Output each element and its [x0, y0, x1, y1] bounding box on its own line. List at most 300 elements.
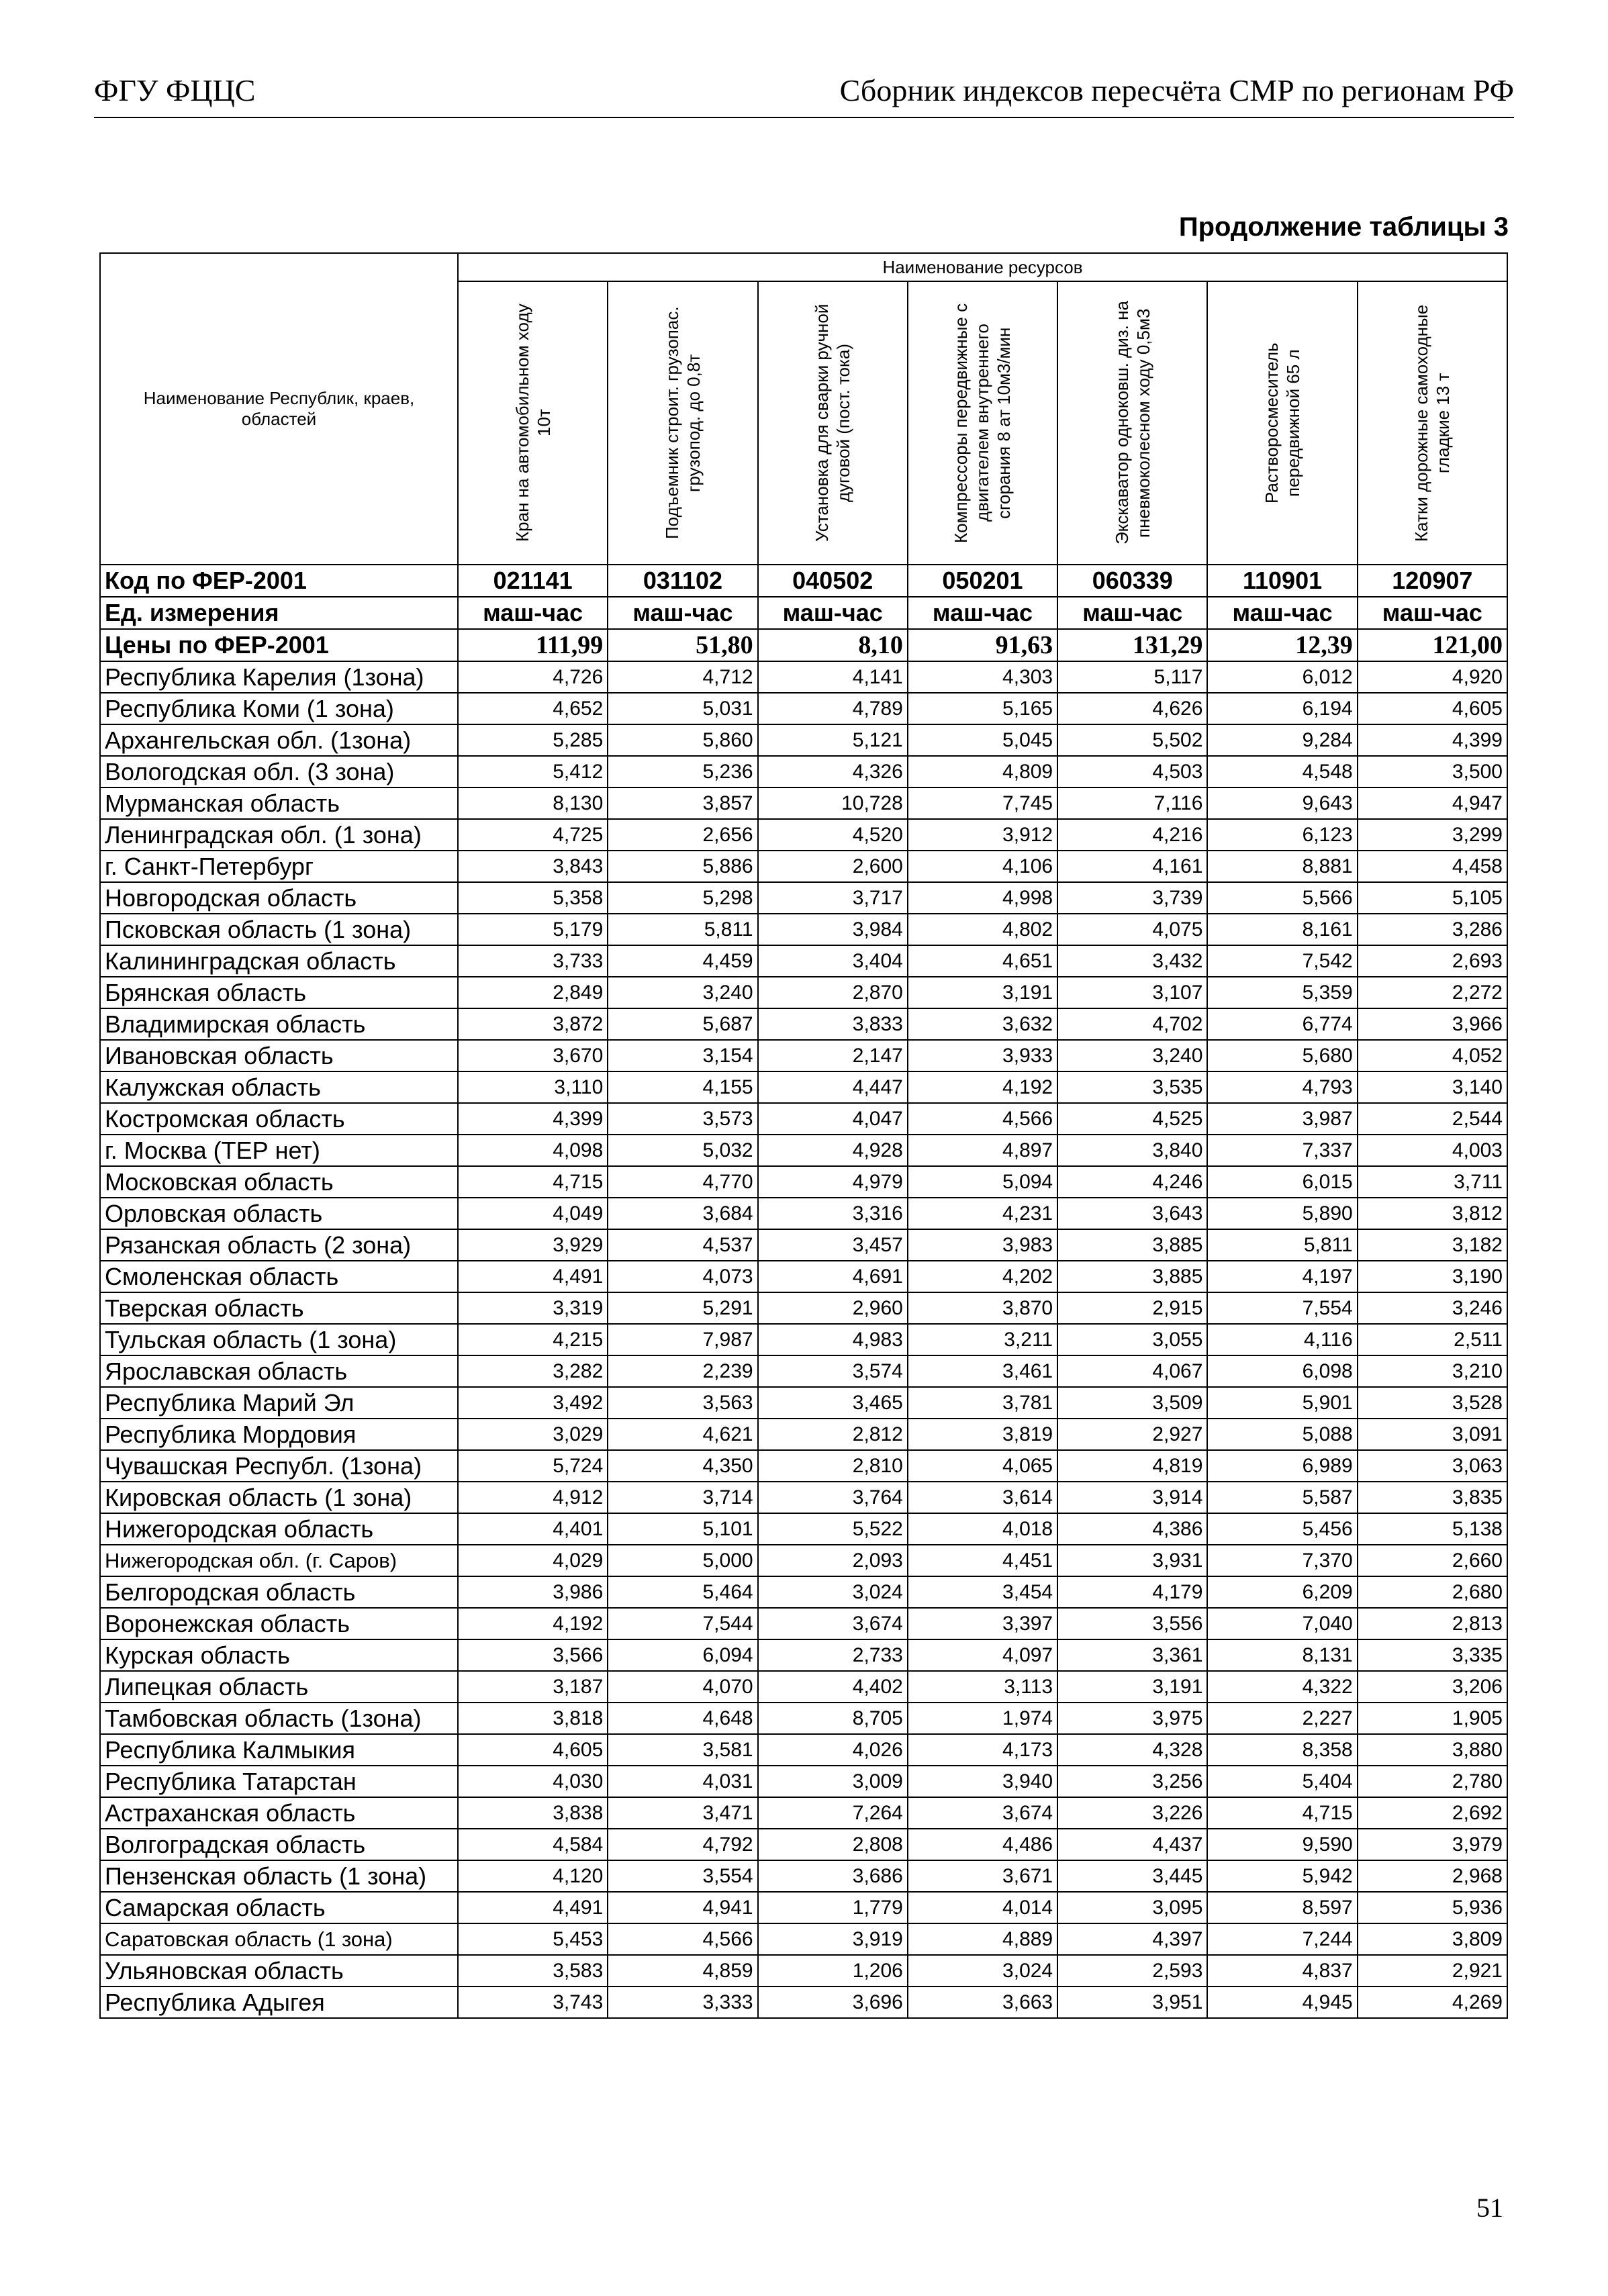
index-value: 3,983	[908, 1229, 1057, 1261]
index-value: 4,793	[1207, 1071, 1357, 1103]
index-value: 4,537	[608, 1229, 757, 1261]
unit-row	[100, 597, 1507, 629]
table-row	[100, 914, 1507, 945]
index-value: 4,566	[608, 1923, 757, 1955]
price-row-cell: 51,80	[608, 629, 757, 661]
index-value: 3,872	[458, 1008, 608, 1040]
region-name: Республика Адыгея	[100, 1987, 458, 2018]
index-value: 4,014	[908, 1892, 1057, 1923]
index-value: 4,458	[1358, 851, 1507, 882]
index-value: 3,445	[1057, 1860, 1207, 1892]
region-name: Тамбовская область (1зона)	[100, 1703, 458, 1734]
index-value: 4,075	[1057, 914, 1207, 945]
index-value: 2,927	[1057, 1419, 1207, 1450]
index-value: 3,319	[458, 1292, 608, 1324]
code-row-label: Код по ФЕР-2001	[100, 565, 458, 597]
index-value: 3,566	[458, 1639, 608, 1671]
index-value: 2,960	[758, 1292, 908, 1324]
index-value: 4,192	[908, 1071, 1057, 1103]
index-value: 5,464	[608, 1576, 757, 1608]
index-value: 2,808	[758, 1829, 908, 1860]
region-name: Мурманская область	[100, 787, 458, 819]
index-value: 3,095	[1057, 1892, 1207, 1923]
unit-row-label: Ед. измерения	[100, 597, 458, 629]
table-continuation-title: Продолжение таблицы 3	[1178, 212, 1509, 242]
index-value: 9,643	[1207, 787, 1357, 819]
index-value: 9,284	[1207, 724, 1357, 756]
table-row	[100, 724, 1507, 756]
page-number: 51	[1476, 2193, 1503, 2223]
index-value: 4,322	[1207, 1671, 1357, 1703]
index-value: 2,147	[758, 1040, 908, 1071]
index-value: 5,587	[1207, 1482, 1357, 1513]
unit-row-cell: маш-час	[1057, 597, 1207, 629]
index-value: 3,670	[458, 1040, 608, 1071]
index-value: 7,987	[608, 1324, 757, 1355]
region-name: Республика Марий Эл	[100, 1387, 458, 1419]
table-row	[100, 1103, 1507, 1135]
table-row	[100, 756, 1507, 787]
index-value: 2,272	[1358, 977, 1507, 1008]
index-value: 4,712	[608, 661, 757, 693]
index-value: 3,885	[1057, 1261, 1207, 1292]
index-value: 3,984	[758, 914, 908, 945]
table-row	[100, 1703, 1507, 1734]
index-value: 3,191	[908, 977, 1057, 1008]
index-value: 4,651	[908, 945, 1057, 977]
index-value: 4,402	[758, 1671, 908, 1703]
table-row	[100, 1450, 1507, 1482]
index-value: 6,012	[1207, 661, 1357, 693]
index-value: 2,656	[608, 819, 757, 851]
index-value: 4,809	[908, 756, 1057, 787]
index-value: 3,573	[608, 1103, 757, 1135]
index-value: 4,097	[908, 1639, 1057, 1671]
index-value: 3,554	[608, 1860, 757, 1892]
price-row-cell: 12,39	[1207, 629, 1357, 661]
index-value: 4,566	[908, 1103, 1057, 1135]
table-row	[100, 882, 1507, 914]
index-value: 4,197	[1207, 1261, 1357, 1292]
index-value: 7,544	[608, 1608, 757, 1639]
index-value: 4,715	[1207, 1797, 1357, 1829]
index-value: 4,789	[758, 693, 908, 724]
index-value: 3,919	[758, 1923, 908, 1955]
index-value: 6,989	[1207, 1450, 1357, 1482]
index-value: 1,905	[1358, 1703, 1507, 1734]
index-value: 3,743	[458, 1987, 608, 2018]
index-value: 1,974	[908, 1703, 1057, 1734]
code-row-cell: 060339	[1057, 565, 1207, 597]
index-value: 4,605	[1358, 693, 1507, 724]
index-value: 2,849	[458, 977, 608, 1008]
index-value: 5,121	[758, 724, 908, 756]
index-value: 3,316	[758, 1198, 908, 1229]
region-name: Ярославская область	[100, 1355, 458, 1387]
resource-column-label: Катки дорожные самоходные гладкие 13 т	[1411, 304, 1454, 542]
region-name: Саратовская область (1 зона)	[100, 1923, 458, 1955]
index-value: 3,929	[458, 1229, 608, 1261]
index-value: 7,116	[1057, 787, 1207, 819]
resource-group-header: Наименование ресурсов	[458, 253, 1507, 281]
index-value: 4,837	[1207, 1955, 1357, 1987]
index-value: 3,632	[908, 1008, 1057, 1040]
index-value: 2,660	[1358, 1545, 1507, 1576]
index-value: 3,951	[1057, 1987, 1207, 2018]
index-value: 2,813	[1358, 1608, 1507, 1639]
resource-column-label: Подъемник строит. грузопас. грузопод. до 0,8т	[661, 306, 704, 540]
table-row	[100, 1324, 1507, 1355]
index-value: 4,520	[758, 819, 908, 851]
index-value: 3,674	[908, 1797, 1057, 1829]
index-table	[99, 252, 1508, 2019]
index-value: 4,702	[1057, 1008, 1207, 1040]
region-name: Ульяновская область	[100, 1955, 458, 1987]
index-value: 4,386	[1057, 1513, 1207, 1545]
table-row	[100, 1229, 1507, 1261]
index-value: 8,881	[1207, 851, 1357, 882]
index-value: 5,138	[1358, 1513, 1507, 1545]
index-value: 4,350	[608, 1450, 757, 1482]
region-name: г. Москва (ТЕР нет)	[100, 1135, 458, 1166]
table-row	[100, 945, 1507, 977]
region-name: Вологодская обл. (3 зона)	[100, 756, 458, 787]
index-value: 3,140	[1358, 1071, 1507, 1103]
region-name: Брянская область	[100, 977, 458, 1008]
index-value: 4,047	[758, 1103, 908, 1135]
region-name: Новгородская область	[100, 882, 458, 914]
table-row	[100, 977, 1507, 1008]
region-name: Воронежская область	[100, 1608, 458, 1639]
index-value: 4,941	[608, 1892, 757, 1923]
index-value: 5,094	[908, 1166, 1057, 1198]
table-row	[100, 1071, 1507, 1103]
region-name: Липецкая область	[100, 1671, 458, 1703]
index-value: 8,161	[1207, 914, 1357, 945]
region-name: Республика Карелия (1зона)	[100, 661, 458, 693]
index-value: 4,770	[608, 1166, 757, 1198]
index-value: 3,809	[1358, 1923, 1507, 1955]
index-value: 2,227	[1207, 1703, 1357, 1734]
table-row	[100, 1860, 1507, 1892]
resource-column-label: Экскаватор одноковш. диз. на пневмоколесном ходу 0,5м3	[1111, 301, 1153, 545]
index-value: 3,500	[1358, 756, 1507, 787]
index-value: 3,781	[908, 1387, 1057, 1419]
region-name: Тверская область	[100, 1292, 458, 1324]
index-value: 3,671	[908, 1860, 1057, 1892]
region-name: Московская область	[100, 1166, 458, 1198]
index-value: 7,337	[1207, 1135, 1357, 1166]
table-row	[100, 1797, 1507, 1829]
table-row	[100, 693, 1507, 724]
region-name: Владимирская область	[100, 1008, 458, 1040]
index-value: 4,049	[458, 1198, 608, 1229]
index-value: 3,966	[1358, 1008, 1507, 1040]
index-value: 3,812	[1358, 1198, 1507, 1229]
index-value: 3,465	[758, 1387, 908, 1419]
index-value: 3,211	[908, 1324, 1057, 1355]
index-value: 4,947	[1358, 787, 1507, 819]
region-name: Волгоградская область	[100, 1829, 458, 1860]
index-value: 3,674	[758, 1608, 908, 1639]
index-value: 3,113	[908, 1671, 1057, 1703]
index-value: 2,812	[758, 1419, 908, 1450]
index-value: 5,298	[608, 882, 757, 914]
resource-column-header	[608, 281, 757, 565]
region-name: Калининградская область	[100, 945, 458, 977]
index-value: 3,843	[458, 851, 608, 882]
index-value: 3,835	[1358, 1482, 1507, 1513]
index-value: 4,486	[908, 1829, 1057, 1860]
index-value: 3,686	[758, 1860, 908, 1892]
index-value: 3,471	[608, 1797, 757, 1829]
unit-row-cell: маш-час	[458, 597, 608, 629]
index-value: 5,117	[1057, 661, 1207, 693]
index-value: 4,399	[458, 1103, 608, 1135]
index-value: 3,581	[608, 1734, 757, 1766]
index-value: 4,459	[608, 945, 757, 977]
index-value: 3,029	[458, 1419, 608, 1450]
index-value: 3,299	[1358, 819, 1507, 851]
index-value: 3,643	[1057, 1198, 1207, 1229]
index-value: 4,889	[908, 1923, 1057, 1955]
index-value: 4,073	[608, 1261, 757, 1292]
index-value: 4,548	[1207, 756, 1357, 787]
index-value: 5,285	[458, 724, 608, 756]
region-name: Республика Калмыкия	[100, 1734, 458, 1766]
region-name: Самарская область	[100, 1892, 458, 1923]
index-value: 4,819	[1057, 1450, 1207, 1482]
index-value: 3,404	[758, 945, 908, 977]
region-name: Нижегородская область	[100, 1513, 458, 1545]
index-value: 4,584	[458, 1829, 608, 1860]
unit-row-cell: маш-час	[1358, 597, 1507, 629]
index-value: 3,432	[1057, 945, 1207, 977]
index-value: 6,015	[1207, 1166, 1357, 1198]
index-value: 7,745	[908, 787, 1057, 819]
index-value: 3,246	[1358, 1292, 1507, 1324]
index-value: 5,032	[608, 1135, 757, 1166]
region-name: Калужская область	[100, 1071, 458, 1103]
index-value: 4,626	[1057, 693, 1207, 724]
code-row-cell: 040502	[758, 565, 908, 597]
resource-column-header	[1057, 281, 1207, 565]
index-value: 3,024	[908, 1955, 1057, 1987]
index-value: 3,931	[1057, 1545, 1207, 1576]
price-row-cell: 121,00	[1358, 629, 1507, 661]
index-value: 2,810	[758, 1450, 908, 1482]
index-value: 4,792	[608, 1829, 757, 1860]
index-value: 5,165	[908, 693, 1057, 724]
index-value: 5,101	[608, 1513, 757, 1545]
index-value: 4,605	[458, 1734, 608, 1766]
index-value: 2,692	[1358, 1797, 1507, 1829]
table-row	[100, 1608, 1507, 1639]
index-value: 8,130	[458, 787, 608, 819]
index-value: 4,491	[458, 1892, 608, 1923]
index-value: 3,975	[1057, 1703, 1207, 1734]
index-value: 4,451	[908, 1545, 1057, 1576]
table-row	[100, 1955, 1507, 1987]
index-value: 3,733	[458, 945, 608, 977]
index-value: 3,880	[1358, 1734, 1507, 1766]
table-row	[100, 1513, 1507, 1545]
index-value: 3,979	[1358, 1829, 1507, 1860]
table-row	[100, 1576, 1507, 1608]
resource-column-label: Компрессоры передвижные с двигателем внутреннего сгорания 8 ат 10м3/мин	[951, 303, 1014, 543]
index-value: 4,912	[458, 1482, 608, 1513]
index-value: 2,093	[758, 1545, 908, 1576]
index-value: 4,106	[908, 851, 1057, 882]
region-name: Орловская область	[100, 1198, 458, 1229]
region-name: Кировская область (1 зона)	[100, 1482, 458, 1513]
index-value: 7,370	[1207, 1545, 1357, 1576]
region-name: Астраханская область	[100, 1797, 458, 1829]
index-value: 3,286	[1358, 914, 1507, 945]
index-value: 4,401	[458, 1513, 608, 1545]
index-value: 5,088	[1207, 1419, 1357, 1450]
index-value: 2,511	[1358, 1324, 1507, 1355]
index-value: 4,155	[608, 1071, 757, 1103]
index-value: 1,779	[758, 1892, 908, 1923]
index-value: 5,566	[1207, 882, 1357, 914]
index-value: 5,359	[1207, 977, 1357, 1008]
unit-row-cell: маш-час	[1207, 597, 1357, 629]
index-value: 3,711	[1358, 1166, 1507, 1198]
table-row	[100, 1261, 1507, 1292]
index-value: 3,024	[758, 1576, 908, 1608]
index-value: 3,154	[608, 1040, 757, 1071]
index-value: 5,886	[608, 851, 757, 882]
code-row-cell: 110901	[1207, 565, 1357, 597]
code-row	[100, 565, 1507, 597]
index-value: 4,525	[1057, 1103, 1207, 1135]
table-row	[100, 1292, 1507, 1324]
index-value: 4,003	[1358, 1135, 1507, 1166]
index-value: 3,818	[458, 1703, 608, 1734]
table-row	[100, 787, 1507, 819]
index-value: 2,239	[608, 1355, 757, 1387]
table-row	[100, 1829, 1507, 1860]
table-row	[100, 1639, 1507, 1671]
index-value: 4,399	[1358, 724, 1507, 756]
index-value: 4,328	[1057, 1734, 1207, 1766]
index-value: 4,983	[758, 1324, 908, 1355]
index-value: 4,120	[458, 1860, 608, 1892]
index-value: 4,621	[608, 1419, 757, 1450]
index-value: 2,544	[1358, 1103, 1507, 1135]
index-value: 3,182	[1358, 1229, 1507, 1261]
index-value: 4,998	[908, 882, 1057, 914]
index-value: 4,215	[458, 1324, 608, 1355]
index-value: 5,936	[1358, 1892, 1507, 1923]
index-value: 3,226	[1057, 1797, 1207, 1829]
region-name: Смоленская область	[100, 1261, 458, 1292]
index-value: 4,031	[608, 1766, 757, 1797]
index-value: 5,687	[608, 1008, 757, 1040]
index-value: 4,859	[608, 1955, 757, 1987]
index-value: 4,018	[908, 1513, 1057, 1545]
resource-column-header	[1207, 281, 1357, 565]
index-value: 4,648	[608, 1703, 757, 1734]
index-value: 3,187	[458, 1671, 608, 1703]
code-row-cell: 050201	[908, 565, 1057, 597]
index-value: 6,123	[1207, 819, 1357, 851]
region-column-header: Наименование Республик, краев, областей	[100, 253, 458, 565]
region-name: Псковская область (1 зона)	[100, 914, 458, 945]
table-row	[100, 819, 1507, 851]
unit-row-cell: маш-час	[608, 597, 757, 629]
unit-row-cell: маш-час	[908, 597, 1057, 629]
index-value: 3,870	[908, 1292, 1057, 1324]
index-value: 6,098	[1207, 1355, 1357, 1387]
index-value: 3,063	[1358, 1450, 1507, 1482]
index-value: 3,940	[908, 1766, 1057, 1797]
resource-column-header	[1358, 281, 1507, 565]
index-value: 3,838	[458, 1797, 608, 1829]
index-value: 4,173	[908, 1734, 1057, 1766]
index-value: 4,052	[1358, 1040, 1507, 1071]
index-value: 5,860	[608, 724, 757, 756]
table-row	[100, 1482, 1507, 1513]
index-value: 3,190	[1358, 1261, 1507, 1292]
index-value: 5,502	[1057, 724, 1207, 756]
region-name: Пензенская область (1 зона)	[100, 1860, 458, 1892]
index-value: 7,040	[1207, 1608, 1357, 1639]
index-value: 4,192	[458, 1608, 608, 1639]
index-value: 5,942	[1207, 1860, 1357, 1892]
table-row	[100, 851, 1507, 882]
index-value: 8,705	[758, 1703, 908, 1734]
index-value: 2,600	[758, 851, 908, 882]
index-value: 4,437	[1057, 1829, 1207, 1860]
table-row	[100, 1135, 1507, 1166]
index-value: 3,528	[1358, 1387, 1507, 1419]
index-value: 7,542	[1207, 945, 1357, 977]
region-name: Архангельская обл. (1зона)	[100, 724, 458, 756]
index-value: 4,447	[758, 1071, 908, 1103]
index-value: 4,161	[1057, 851, 1207, 882]
index-value: 4,029	[458, 1545, 608, 1576]
index-value: 4,065	[908, 1450, 1057, 1482]
region-name: Рязанская область (2 зона)	[100, 1229, 458, 1261]
resource-column-header	[758, 281, 908, 565]
code-row-cell: 021141	[458, 565, 608, 597]
region-name: Республика Мордовия	[100, 1419, 458, 1450]
index-value: 5,105	[1358, 882, 1507, 914]
index-value: 5,456	[1207, 1513, 1357, 1545]
table-row	[100, 1040, 1507, 1071]
index-value: 8,131	[1207, 1639, 1357, 1671]
index-value: 3,240	[608, 977, 757, 1008]
resource-column-header	[458, 281, 608, 565]
price-row-cell: 111,99	[458, 629, 608, 661]
index-value: 3,840	[1057, 1135, 1207, 1166]
table-row	[100, 1671, 1507, 1703]
index-value: 4,030	[458, 1766, 608, 1797]
index-value: 3,206	[1358, 1671, 1507, 1703]
table-row	[100, 1766, 1507, 1797]
index-value: 4,920	[1358, 661, 1507, 693]
index-value: 4,303	[908, 661, 1057, 693]
table-row	[100, 1166, 1507, 1198]
index-value: 2,593	[1057, 1955, 1207, 1987]
index-value: 5,811	[608, 914, 757, 945]
index-value: 3,333	[608, 1987, 757, 2018]
index-value: 4,726	[458, 661, 608, 693]
region-name: Ленинградская обл. (1 зона)	[100, 819, 458, 851]
index-value: 3,535	[1057, 1071, 1207, 1103]
